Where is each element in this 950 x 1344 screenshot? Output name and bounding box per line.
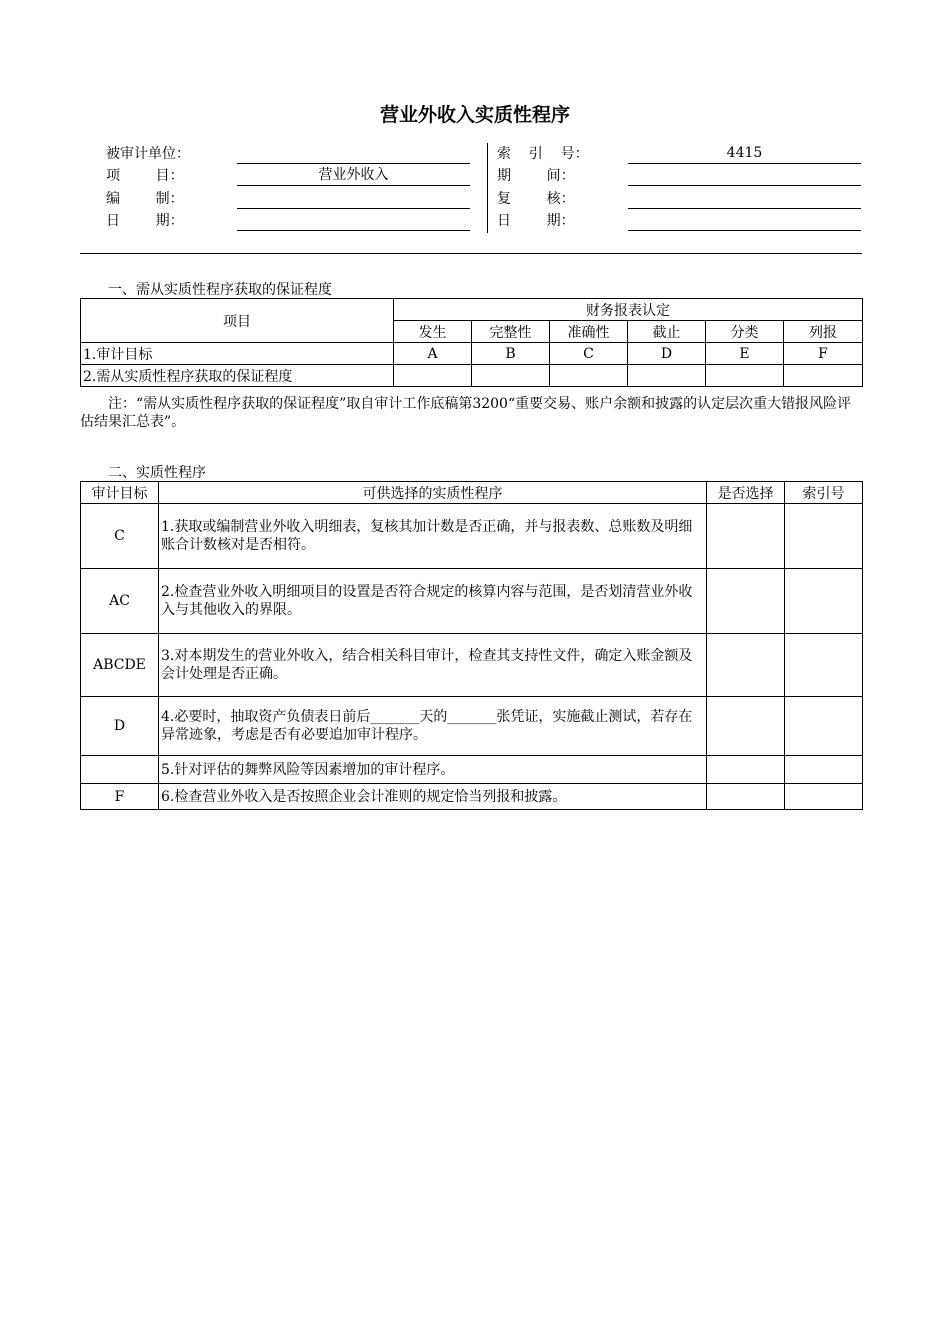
label-date-right: 日 期： (497, 213, 575, 229)
label-item: 项 目： (106, 168, 184, 184)
input-cell[interactable] (628, 365, 706, 387)
col-item-header: 项目 (81, 299, 394, 343)
assertion-header: 发生 (394, 321, 472, 343)
field-prepared-by[interactable] (237, 188, 470, 209)
table-row (81, 697, 863, 756)
selected-cell[interactable] (707, 756, 785, 784)
label-index-no: 索 引 号： (497, 146, 589, 162)
input-cell[interactable] (784, 365, 863, 387)
field-reviewer[interactable] (628, 188, 861, 209)
section1-heading: 一、需从实质性程序获取的保证程度 (108, 282, 332, 298)
goal-cell: F (81, 784, 159, 810)
label-prepared-by: 编 制： (106, 191, 184, 207)
section1-note: 注：“需从实质性程序获取的保证程度”取自审计工作底稿第3200“重要交易、账户余额和披露的认定层次重大错报风险评估结果汇总表”。 (80, 396, 852, 430)
selected-cell[interactable] (707, 569, 785, 634)
field-item[interactable]: 营业外收入 (237, 165, 470, 186)
assertion-header: 完整性 (472, 321, 550, 343)
input-cell[interactable] (472, 365, 550, 387)
selected-cell[interactable] (707, 784, 785, 810)
assurance-table (80, 298, 863, 387)
goal-cell: AC (81, 569, 159, 634)
label-period: 期 间： (497, 168, 575, 184)
index-cell[interactable] (785, 756, 863, 784)
index-cell[interactable] (785, 504, 863, 569)
label-date-left: 日 期： (106, 213, 184, 229)
field-index-no[interactable]: 4415 (628, 143, 861, 164)
field-date-right[interactable] (628, 210, 861, 231)
cell: F (784, 343, 863, 365)
assertion-header: 截止 (628, 321, 706, 343)
header-divider (80, 253, 862, 254)
procedure-cell: 2.检查营业外收入明细项目的设置是否符合规定的核算内容与范围，是否划清营业外收入与其他收入的界限。 (159, 569, 707, 634)
index-cell[interactable] (785, 784, 863, 810)
section2-heading: 二、实质性程序 (108, 465, 206, 481)
header-separator (487, 143, 488, 233)
table-row (81, 634, 863, 697)
table-row (81, 504, 863, 569)
selected-cell[interactable] (707, 634, 785, 697)
input-cell[interactable] (550, 365, 628, 387)
col-header-procedure: 可供选择的实质性程序 (159, 482, 707, 504)
input-cell[interactable] (706, 365, 784, 387)
cell: A (394, 343, 472, 365)
table-row (81, 756, 863, 784)
cell: C (550, 343, 628, 365)
procedure-table (80, 481, 863, 810)
field-date-left[interactable] (237, 210, 470, 231)
assertion-header: 分类 (706, 321, 784, 343)
field-audited-unit[interactable] (237, 143, 470, 164)
label-audited-unit: 被审计单位： (106, 146, 190, 162)
procedure-cell: 5.针对评估的舞弊风险等因素增加的审计程序。 (159, 756, 707, 784)
table-row (81, 569, 863, 634)
page-title: 营业外收入实质性程序 (379, 104, 570, 126)
selected-cell[interactable] (707, 697, 785, 756)
assertion-group-header: 财务报表认定 (394, 299, 863, 321)
field-period[interactable] (628, 165, 861, 186)
row-label: 1.审计目标 (81, 343, 394, 365)
row-label: 2.需从实质性程序获取的保证程度 (81, 365, 394, 387)
cell: D (628, 343, 706, 365)
goal-cell: ABCDE (81, 634, 159, 697)
index-cell[interactable] (785, 697, 863, 756)
selected-cell[interactable] (707, 504, 785, 569)
goal-cell: D (81, 697, 159, 756)
procedure-cell: 1.获取或编制营业外收入明细表，复核其加计数是否正确，并与报表数、总账数及明细账合计数核对是否相符。 (159, 504, 707, 569)
label-reviewer: 复 核： (497, 191, 575, 207)
index-cell[interactable] (785, 569, 863, 634)
assertion-header: 准确性 (550, 321, 628, 343)
table-row (81, 343, 863, 365)
col-header-index: 索引号 (785, 482, 863, 504)
procedure-cell: 3.对本期发生的营业外收入，结合相关科目审计，检查其支持性文件，确定入账金额及会计处理是否正确。 (159, 634, 707, 697)
input-cell[interactable] (394, 365, 472, 387)
assertion-header: 列报 (784, 321, 863, 343)
goal-cell: C (81, 504, 159, 569)
cell: B (472, 343, 550, 365)
cell: E (706, 343, 784, 365)
procedure-cell: 6.检查营业外收入是否按照企业会计准则的规定恰当列报和披露。 (159, 784, 707, 810)
index-cell[interactable] (785, 634, 863, 697)
table-row (81, 784, 863, 810)
col-header-goal: 审计目标 (81, 482, 159, 504)
col-header-selected: 是否选择 (707, 482, 785, 504)
table-row (81, 365, 863, 387)
procedure-cell: 4.必要时，抽取资产负债表日前后_______天的_______张凭证，实施截止测试，若存在异常迹象，考虑是否有必要追加审计程序。 (159, 697, 707, 756)
goal-cell (81, 756, 159, 784)
